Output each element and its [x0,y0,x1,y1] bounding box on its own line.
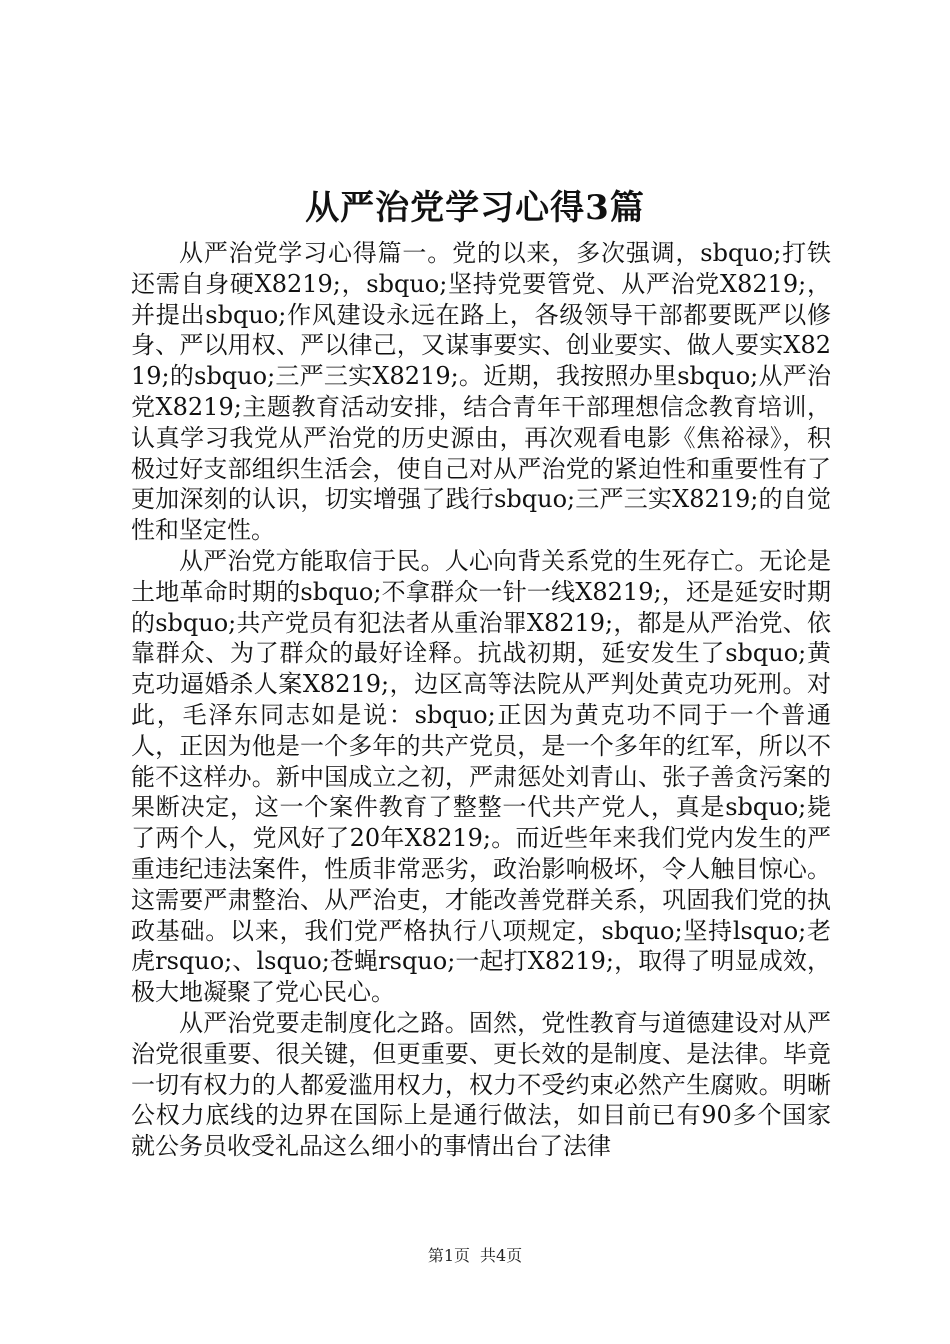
page-number: 第1页 [427,1246,470,1265]
paragraph: 从严治党方能取信于民。人心向背关系党的生死存亡。无论是土地革命时期的sbquo;不拿群众一针一线X8219;，还是延安时期的sbquo;共产党员有犯法者从重治罪X8219;，都是从严治党、依靠群众、为了群众的最好诠释。抗战初期，延安发生了sbquo;黄克功逼婚杀人案X8219;，边区高等法院从严判处黄克功死刑。对此，毛泽东同志如是说：sbquo;正因为黄克功不同于一个普通人，正因为他是一个多年的共产党员，是一个多年的红军，所以不能不这样办。新中国成立之初，严肃惩处刘青山、张子善贪污案的果断决定，这一个案件教育了整整一代共产党人，真是sbquo;毙了两个人，党风好了20年X8219;。而近些年来我们党内发生的严重违纪违法案件，性质非常恶劣，政治影响极坏，令人触目惊心。这需要严肃整治、从严治吏，才能改善党群关系，巩固我们党的执政基础。以来，我们党严格执行八项规定，sbquo;坚持lsquo;老虎rsquo;、lsquo;苍蝇rsquo;一起打X8219;，取得了明显成效，极大地凝聚了党心民心。 [131,546,831,1007]
paragraph: 从严治党要走制度化之路。固然，党性教育与道德建设对从严治党很重要、很关键，但更重要、更长效的是制度、是法律。毕竟一切有权力的人都爱滥用权力，权力不受约束必然产生腐败。明晰公权力底线的边界在国际上是通行做法，如目前已有90多个国家就公务员收受礼品这么细小的事情出台了法律 [131,1008,831,1161]
paragraph: 从严治党学习心得篇一。党的以来，多次强调，sbquo;打铁还需自身硬X8219;，sbquo;坚持党要管党、从严治党X8219;，并提出sbquo;作风建设永远在路上，各级领导干部都要既严以修身、严以用权、严以律己，又谋事要实、创业要实、做人要实X8219;的sbquo;三严三实X8219;。近期，我按照办里sbquo;从严治党X8219;主题教育活动安排，结合青年干部理想信念教育培训，认真学习我党从严治党的历史源由，再次观看电影《焦裕禄》，积极过好支部组织生活会，使自己对从严治党的紧迫性和重要性有了更加深刻的认识，切实增强了践行sbquo;三严三实X8219;的自觉性和坚定性。 [131,239,831,545]
document-title: 从严治党学习心得3篇 [305,188,645,228]
page-footer [0,1246,950,1266]
document-body [131,238,831,1162]
page-count: 共4页 [480,1246,523,1265]
